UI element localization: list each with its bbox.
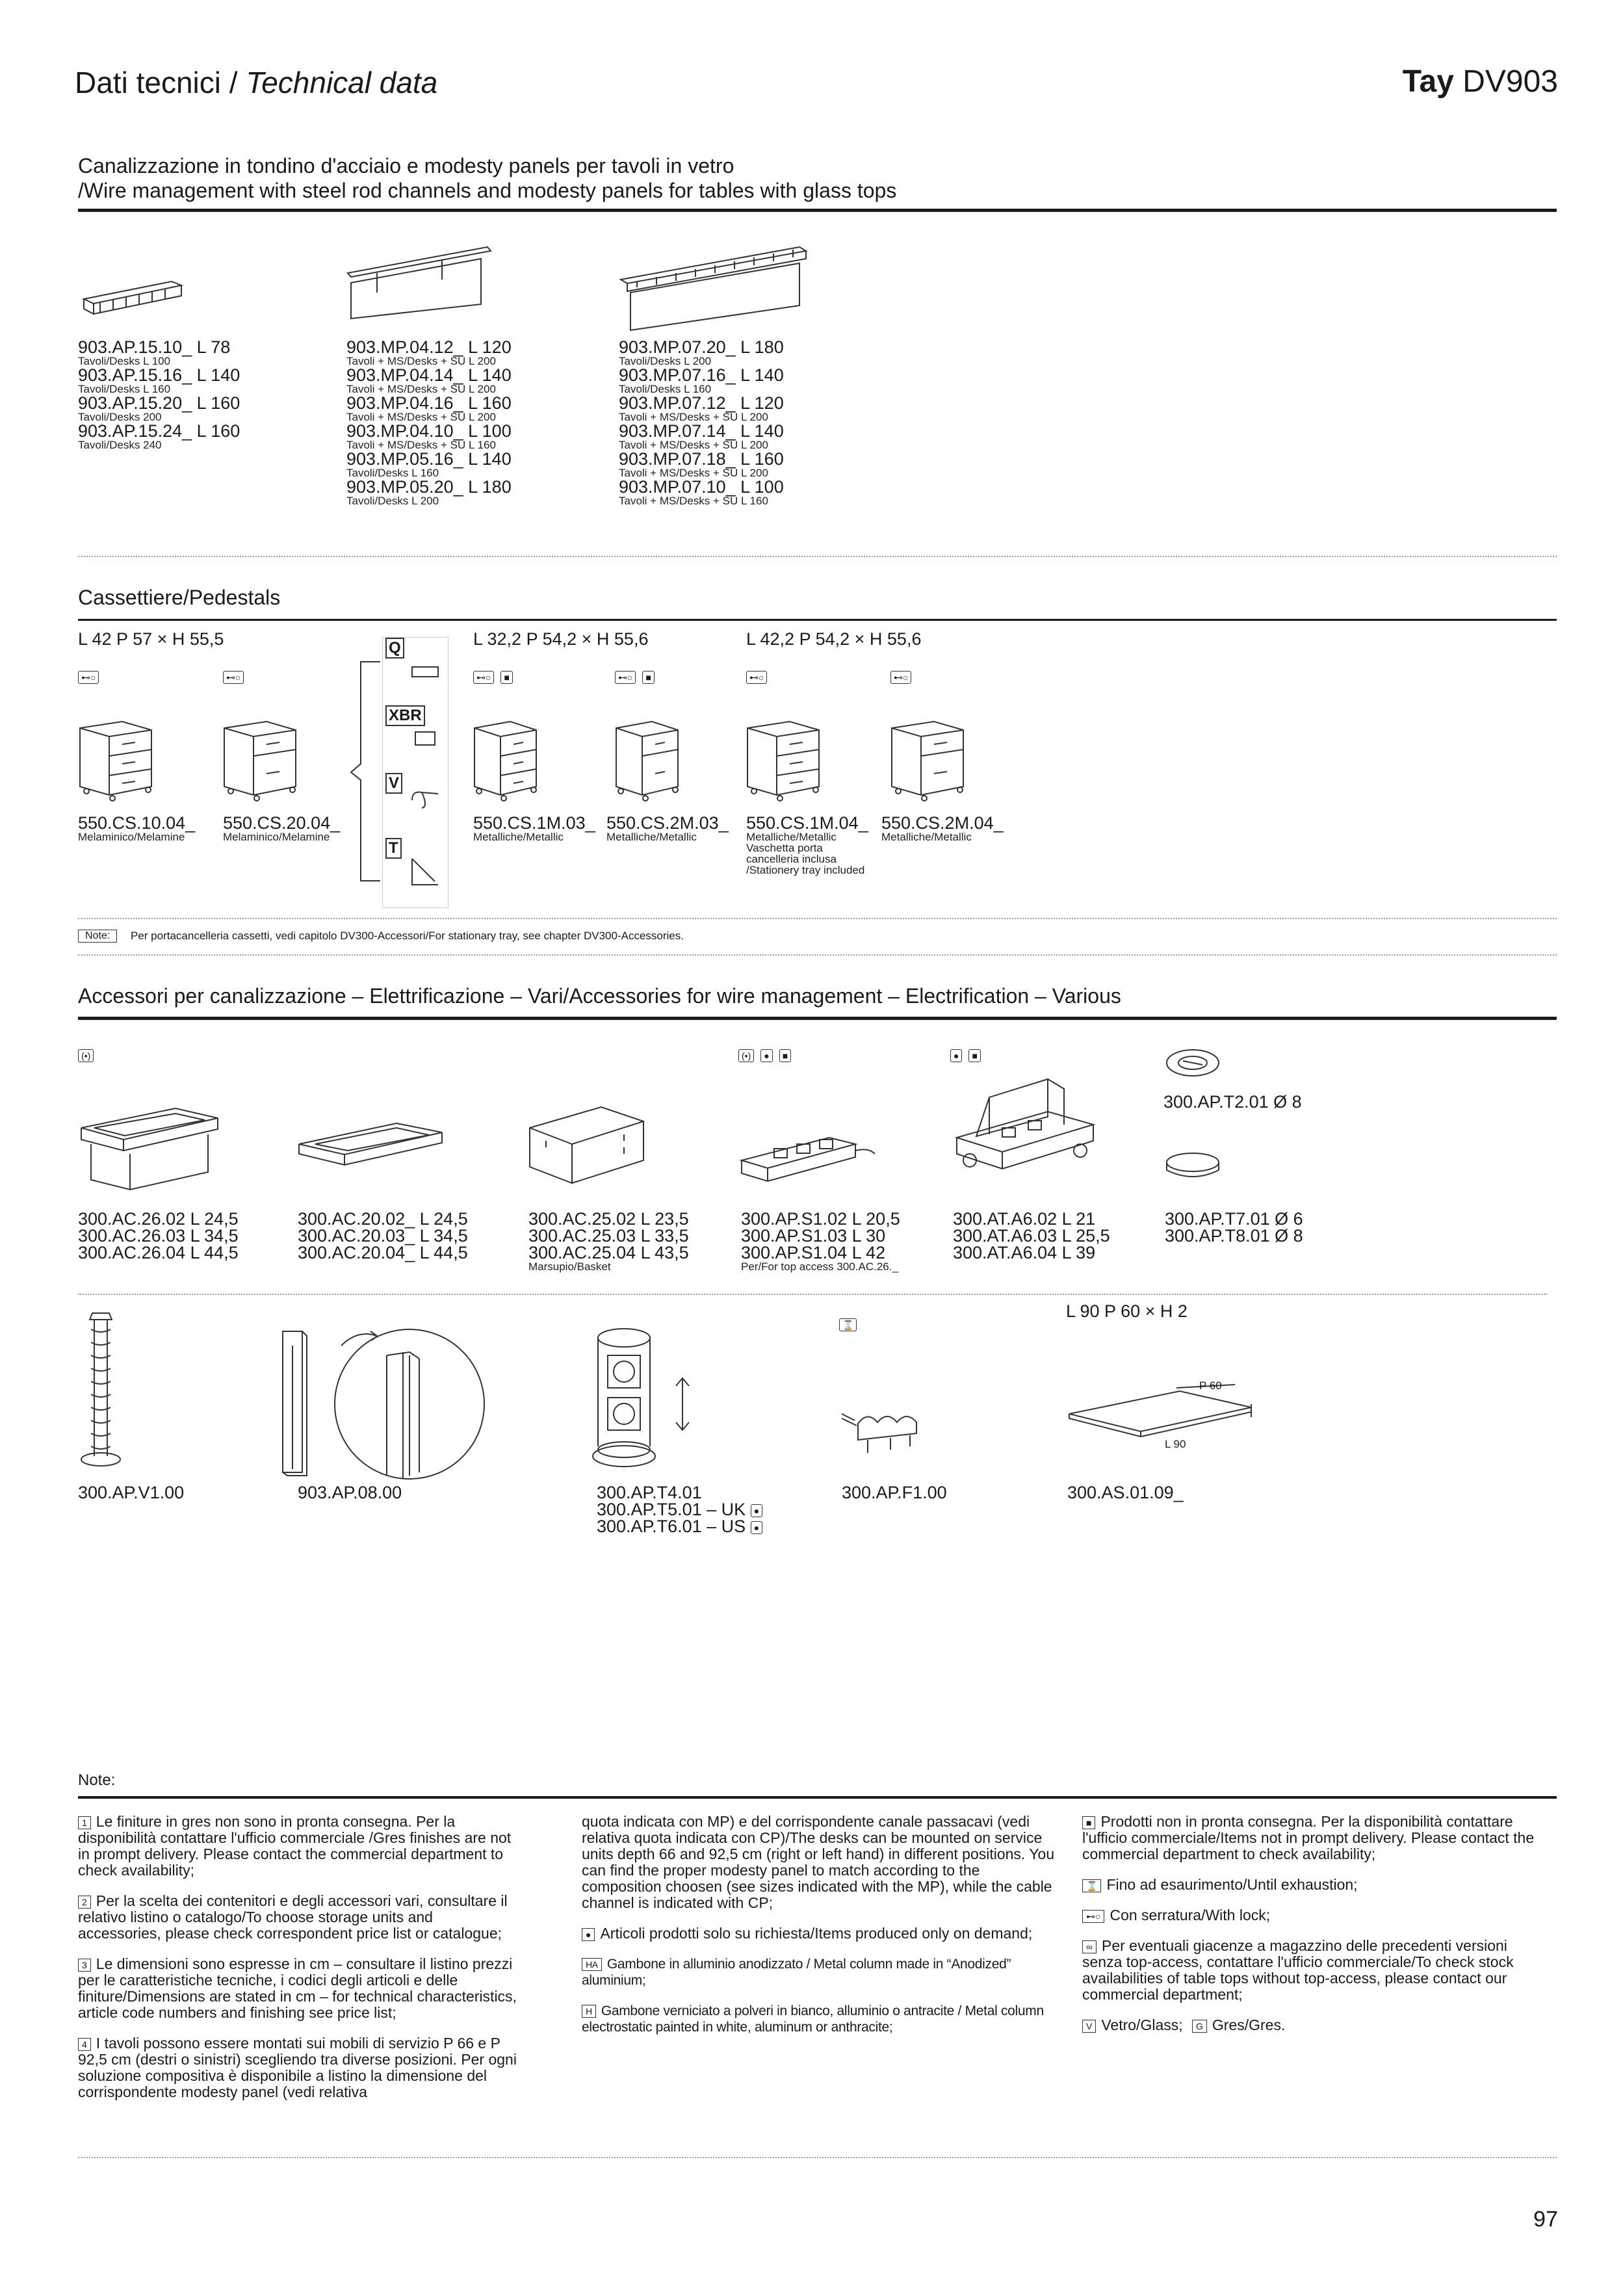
grommet-open-image (1163, 1047, 1222, 1079)
handles-panel (382, 637, 448, 908)
profile-detail-image (279, 1326, 468, 1482)
pedestal-dimension: L 42,2 P 54,2 × H 55,6 (746, 629, 922, 649)
lock-icon: ⊷○ (1082, 1910, 1104, 1923)
board-l-label: L 90 (1165, 1438, 1186, 1450)
accessory-item: 300.AC.25.02 L 23,5 300.AC.25.03 L 33,5 300.AC.25.04 L 43,5 Marsupio/Basket (528, 1209, 689, 1273)
until-exhaustion-icon: ⌛ (839, 1318, 863, 1331)
pedestal-metal-wide-3-image (744, 718, 822, 800)
pedestal-item: 550.CS.10.04_ Melaminico/Melamine (78, 813, 196, 843)
handle-xbr-label: XBR (385, 705, 425, 726)
grommet-round-image (1163, 1151, 1222, 1183)
handle-q-label: Q (385, 638, 404, 659)
board-p-label: P 60 (1199, 1379, 1222, 1392)
socket-strip-image (738, 1121, 868, 1193)
on-demand-icon: ● (582, 1928, 595, 1941)
divider (78, 556, 1557, 557)
handle-v-label: V (385, 773, 402, 794)
pedestal-3-drawers-image (77, 718, 155, 800)
handles-brace (344, 657, 383, 871)
pedestal-item: 550.CS.1M.04_ Metalliche/Metallic Vaschetta porta cancelleria inclusa /Stationery tray included (746, 813, 868, 876)
accessory-code: 903.AP.08.00 (298, 1483, 402, 1502)
divider (78, 2157, 1557, 2158)
tower-codes: 300.AP.T4.01 300.AP.T5.01 – UK ● 300.AP.T6.01 – US ● (597, 1484, 762, 1535)
page-title: Dati tecnici / Technical data (75, 66, 438, 99)
wire-channel-col2: 903.MP.04.12_ L 120 Tavoli + MS/Desks + SU L 200 903.MP.04.14_ L 140 Tavoli + MS/Desks + SU L 200 903.MP.04.16_ L 160 Tavoli + MS/Desks + SU L 200 903.MP.04.10_ L 100 Tavoli + MS/Desks + SU L 160 903.MP.05.16_ L 140 Tavoli/Desks L 160 903.MP.05.20_ L 180 Tavoli/Desks L 200 (346, 337, 512, 507)
lock-icon: ⊷○ ■ (473, 671, 519, 684)
lock-icon: ⊷○ ■ (615, 671, 661, 684)
pedestal-dimension: L 42 P 57 × H 55,5 (78, 629, 224, 649)
top-access-box-image (78, 1095, 221, 1193)
board-dimension: L 90 P 60 × H 2 (1066, 1301, 1188, 1321)
not-prompt-icon: ■ (1082, 1816, 1095, 1829)
divider (78, 619, 1557, 621)
pedestal-item: 550.CS.1M.03_ Metalliche/Metallic (473, 813, 595, 843)
divider (78, 918, 1557, 919)
pedestal-item: 550.CS.2M.04_ Metalliche/Metallic (881, 813, 1004, 843)
on-demand-icon: ● (751, 1504, 762, 1517)
pedestal-metal-wide-2-image (889, 718, 967, 800)
accessory-code: 300.AS.01.09_ (1067, 1483, 1184, 1502)
pedestal-dimension: L 32,2 P 54,2 × H 55,6 (473, 629, 649, 649)
cable-clip-image (838, 1404, 929, 1463)
pedestal-item: 550.CS.20.04_ Melaminico/Melamine (223, 813, 341, 843)
modesty-panel-image (344, 234, 494, 325)
accessory-item: 300.AP.T7.01 Ø 6 300.AP.T8.01 Ø 8 (1165, 1209, 1303, 1246)
not-prompt-icon: ■ (500, 671, 512, 684)
accessory-item: 300.AT.A6.02 L 21 300.AT.A6.03 L 25,5 300.AT.A6.04 L 39 (953, 1209, 1110, 1262)
lock-icon: ⊷○ (223, 671, 250, 684)
accessory-item: 300.AC.20.02_ L 24,5 300.AC.20.03_ L 34,5 300.AC.20.04_ L 44,5 (298, 1209, 468, 1262)
divider (78, 954, 1557, 956)
wire-channel-col1: 903.AP.15.10_ L 78 Tavoli/Desks L 100 903.AP.15.16_ L 140 Tavoli/Desks L 160 903.AP.15.20_ L 160 Tavoli/Desks 200 903.AP.15.24_ L 160 Tavoli/Desks 240 (78, 337, 240, 451)
notes-title: Note: (78, 1771, 116, 1789)
notes-column-3: ■ Prodotti non in pronta consegna. Per la disponibilità contattare l'ufficio commerciale/Items not in prompt delivery. Please contact the commercial department to check availability; ⌛ Fino ad esaurimento/Until exhaustion; ⊷○ Con serratura/With lock; ∞ Per eventuali giacenze a magazzino delle precedenti versioni senza top-access, contattare l'ufficio commerciale/To check stock availabilities of table tops without top-access, please contact our commercial department; V Vetro/Glass; G Gres/Gres. (1082, 1813, 1535, 2033)
divider (78, 1294, 1547, 1295)
modesty-panel-channel-image (617, 234, 812, 332)
pedestal-note: Note: Per portacancelleria cassetti, vedi capitolo DV300-Accessori/For stationary tray, see chapter DV300-Accessories. (78, 930, 684, 943)
notes-column-1: 1 Le finiture in gres non sono in pronta consegna. Per la disponibilità contattare l'ufficio commerciale /Gres finishes are not in prompt delivery. Please contact the commercial department to check availability; 2 Per la scelta dei contenitori e degli accessori vari, consultare il relativo listino o catalogo/To choose storage units and accessories, please check correspondent price list or catalogue; 3 Le dimensioni sono espresse in cm – consultare il listino prezzi per le caratteristiche tecniche, i codici degli articoli e delle finiture/Dimensions are stated in cm – for technical characteristics, article code numbers and finishing see price list; 4 I tavoli possono essere montati sui mobili di servizio P 66 e P 92,5 cm (destri o sinistri) scegliendo tra diverse posizioni. Per ogni soluzione compositiva è disponibile a listino la dimensione del corrispondente modesty panel (vedi relativa (78, 1813, 517, 2100)
symbols-group: ● ■ (950, 1049, 987, 1062)
divider (78, 1017, 1557, 1020)
divider (78, 1796, 1557, 1799)
accessory-code: 300.AP.F1.00 (842, 1483, 947, 1502)
top-access-cover-image (296, 1118, 445, 1177)
section-pedestals-title: Cassettiere/Pedestals (78, 586, 281, 609)
section-wire-title: Canalizzazione in tondino d'acciaio e modesty panels per tavoli in vetro /Wire management with steel rod channels and modesty panels for tables with glass tops (78, 154, 897, 202)
divider (78, 209, 1557, 212)
pop-up-socket-image (950, 1066, 1100, 1190)
accessory-item: 300.AC.26.02 L 24,5 300.AC.26.03 L 34,5 300.AC.26.04 L 44,5 (78, 1209, 239, 1262)
handle-t-label: T (385, 838, 402, 859)
until-exhaustion-icon: ⌛ (1082, 1879, 1101, 1892)
pedestal-metal-3-image (471, 718, 543, 800)
stock-icon: ∞ (1082, 1940, 1097, 1953)
accessory-code: 300.AP.V1.00 (78, 1483, 185, 1502)
cable-spine-image (78, 1310, 123, 1472)
product-title: Tay DV903 (1402, 64, 1558, 99)
pedestal-2-drawers-image (221, 718, 299, 800)
notes-column-2: quota indicata con MP) e del corrispondente canale passacavi (vedi relativa quota indicata con CP)/The desks can be mounted on service units depth 66 and 92,5 cm (right or left hand) in different positions. You can find the proper modesty panel to match according to the composition choosen (see sizes indicated with the MP), while the cable channel is indicated with CP; ● Articoli prodotti solo su richiesta/Items produced only on demand; HA Gambone in alluminio anodizzato / Metal column made in “Anodized” aluminium; H Gambone verniciato a polveri in bianco, alluminio o antracite / Metal column electrostatic painted in white, aluminum or anthracite; (582, 1813, 1055, 2035)
steel-rod-channel-image (81, 276, 185, 322)
symbols-group: (•) ● ■ (738, 1049, 798, 1062)
handle-shapes-icon (409, 664, 445, 898)
symbol-dot-outline-icon: (•) (78, 1049, 100, 1062)
accessory-item: 300.AP.S1.02 L 20,5 300.AP.S1.03 L 30 300.AP.S1.04 L 42 Per/For top access 300.AC.26._ (741, 1209, 900, 1273)
lock-icon: ⊷○ (890, 671, 918, 684)
pedestal-metal-2-image (613, 718, 684, 800)
basket-image (526, 1102, 656, 1186)
lock-icon: ⊷○ (78, 671, 105, 684)
section-accessories-title: Accessori per canalizzazione – Elettrificazione – Vari/Accessories for wire management – Electrification – Various (78, 984, 1121, 1008)
pedestal-item: 550.CS.2M.03_ Metalliche/Metallic (606, 813, 729, 843)
not-prompt-icon: ■ (642, 671, 654, 684)
tower-socket-image (591, 1326, 702, 1476)
board-image (1066, 1378, 1261, 1456)
wire-channel-col3: 903.MP.07.20_ L 180 Tavoli/Desks L 200 903.MP.07.16_ L 140 Tavoli/Desks L 160 903.MP.07.12_ L 120 Tavoli + MS/Desks + SU L 200 903.MP.07.14_ L 140 Tavoli + MS/Desks + SU L 200 903.MP.07.18_ L 160 Tavoli + MS/Desks + SU L 200 903.MP.07.10_ L 100 Tavoli + MS/Desks + SU L 160 (619, 337, 784, 507)
lock-icon: ⊷○ (746, 671, 773, 684)
on-demand-icon: ● (751, 1521, 762, 1534)
grommet-code: 300.AP.T2.01 Ø 8 (1163, 1092, 1302, 1112)
page-number: 97 (1533, 2207, 1558, 2232)
